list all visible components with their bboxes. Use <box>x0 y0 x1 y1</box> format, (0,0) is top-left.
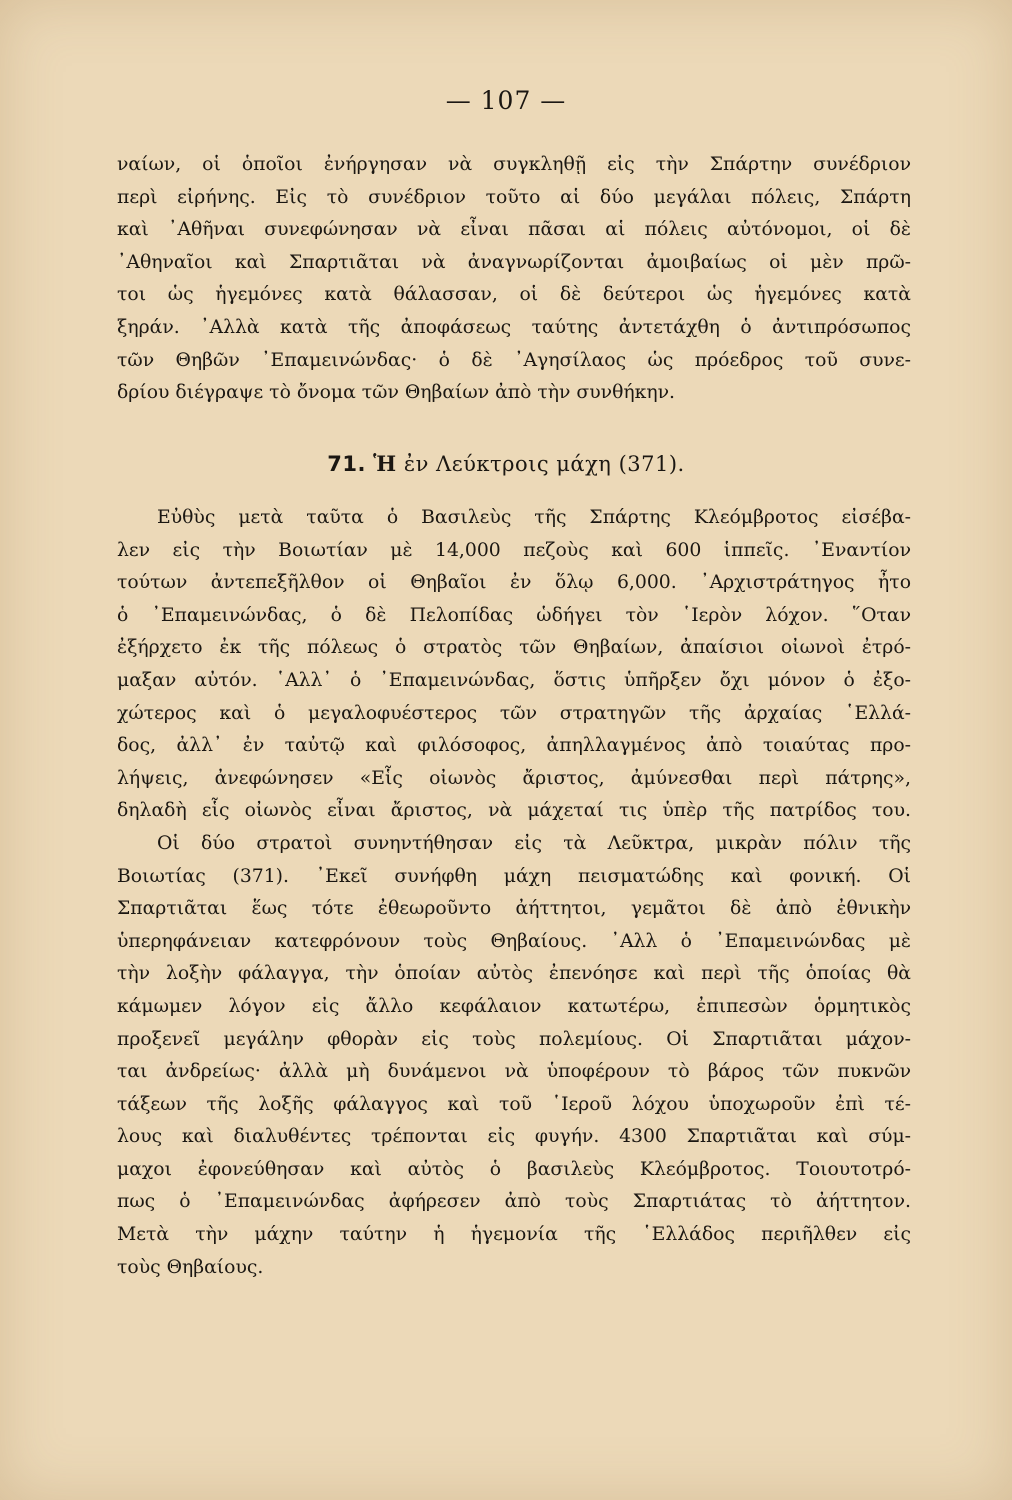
text-line: Βοιωτίας (371). ᾿Εκεῖ συνήφθη μάχη πεισματώδης καὶ φονική. Οἱ <box>117 865 911 887</box>
section-heading <box>0 451 1012 476</box>
paragraph-intro <box>117 149 911 410</box>
paragraph-invasion <box>117 502 911 828</box>
text-line: τῶν Θηβῶν ᾿Επαμεινώνδας· ὁ δὲ ᾿Αγησίλαος ὡς πρόεδρος τοῦ συνε- <box>117 349 911 371</box>
text-line: πως ὁ ᾿Επαμεινώνδας ἀφήρεσεν ἀπὸ τοὺς Σπαρτιάτας τὸ ἀήττητον. <box>117 1191 911 1213</box>
text-line: περὶ εἰρήνης. Εἰς τὸ συνέδριον τοῦτο αἱ δύο μεγάλαι πόλεις, Σπάρτη <box>117 186 911 208</box>
text-line: δος, ἀλλ᾿ ἐν ταὐτῷ καὶ φιλόσοφος, ἀπηλλαγμένος ἀπὸ τοιαύτας προ- <box>117 735 911 757</box>
text-line: Οἱ δύο στρατοὶ συνηντήθησαν εἰς τὰ Λεῦκτρα, μικρὰν πόλιν τῆς <box>157 832 911 854</box>
text-line: τάξεων τῆς λοξῆς φάλαγγος καὶ τοῦ ῾Ιεροῦ λόχου ὑποχωροῦν ἐπὶ τέ- <box>117 1093 911 1115</box>
text-line: δηλαδὴ εἷς οἰωνὸς εἶναι ἄριστος, νὰ μάχεταί τις ὑπὲρ τῆς πατρίδος του. <box>117 800 911 822</box>
text-line: μαχοι ἐφονεύθησαν καὶ αὐτὸς ὁ βασιλεὺς Κλεόμβροτος. Τοιουτοτρό- <box>117 1158 911 1180</box>
text-line: προξενεῖ μεγάλην φθορὰν εἰς τοὺς πολεμίους. Οἱ Σπαρτιᾶται μάχον- <box>117 1028 911 1050</box>
text-line: ναίων, οἱ ὁποῖοι ἐνήργησαν νὰ συγκληθῇ εἰς τὴν Σπάρτην συνέδριον <box>117 154 911 175</box>
text-line: κάμωμεν λόγον εἰς ἄλλο κεφάλαιον κατωτέρω, ἐπιπεσὼν ὁρμητικὸς <box>117 995 911 1017</box>
text-line: ἐξήρχετο ἐκ τῆς πόλεως ὁ στρατὸς τῶν Θηβαίων, ἀπαίσιοι οἰωνοὶ ἐτρό- <box>117 637 911 659</box>
paragraph-battle <box>117 828 911 1284</box>
text-line: χώτερος καὶ ὁ μεγαλοφυέστερος τῶν στρατηγῶν τῆς ἀρχαίας ῾Ελλά- <box>117 702 911 724</box>
text-line: μαξαν αὐτόν. ῾Αλλ᾿ ὁ ᾿Επαμεινώνδας, ὅστις ὑπῆρξεν ὄχι μόνον ὁ ἐξο- <box>117 669 911 691</box>
text-line: λεν εἰς τὴν Βοιωτίαν μὲ 14,000 πεζοὺς καὶ 600 ἱππεῖς. ᾿Εναντίον <box>117 539 911 561</box>
text-line: τὴν λοξὴν φάλαγγα, τὴν ὁποίαν αὐτὸς ἐπενόησε καὶ περὶ τῆς ὁποίας θὰ <box>117 963 911 985</box>
text-line: δρίου διέγραψε τὸ ὄνομα τῶν Θηβαίων ἀπὸ τὴν συνθήκην. <box>117 382 676 404</box>
text-line: ᾿Αθηναῖοι καὶ Σπαρτιᾶται νὰ ἀναγνωρίζονται ἀμοιβαίως οἱ μὲν πρῶ- <box>117 251 911 273</box>
text-line: τούτων ἀντεπεξῆλθον οἱ Θηβαῖοι ἐν ὅλῳ 6,000. ᾿Αρχιστράτηγος ἦτο <box>117 572 911 594</box>
section-number: 71. <box>327 452 366 476</box>
page-number: — 107 — <box>445 86 567 115</box>
section-title: ἐν Λεύκτροις μάχη (371). <box>396 452 685 476</box>
text-line: λήψεις, ἀνεφώνησεν «Εἷς οἰωνὸς ἄριστος, ἀμύνεσθαι περὶ πάτρης», <box>117 767 911 789</box>
section-body <box>117 502 911 1284</box>
text-line: λους καὶ διαλυθέντες τρέπονται εἰς φυγήν. 4300 Σπαρτιᾶται καὶ σύμ- <box>117 1126 911 1148</box>
text-line: τοὺς Θηβαίους. <box>117 1256 264 1278</box>
text-line: Εὐθὺς μετὰ ταῦτα ὁ Βασιλεὺς τῆς Σπάρτης Κλεόμβροτος εἰσέβα- <box>157 507 911 528</box>
section-title-article: Ἡ <box>373 451 397 476</box>
text-line: καὶ ᾿Αθῆναι συνεφώνησαν νὰ εἶναι πᾶσαι αἱ πόλεις αὐτόνομοι, οἱ δὲ <box>117 219 911 241</box>
text-line: ὁ ᾿Επαμεινώνδας, ὁ δὲ Πελοπίδας ὡδήγει τὸν ῾Ιερὸν λόχον. ῞Οταν <box>117 604 911 626</box>
text-line: ται ἀνδρείως· ἀλλὰ μὴ δυνάμενοι νὰ ὑποφέρουν τὸ βάρος τῶν πυκνῶν <box>117 1061 911 1083</box>
text-line: Σπαρτιᾶται ἕως τότε ἐθεωροῦντο ἀήττητοι, γεμᾶτοι δὲ ἀπὸ ἐθνικὴν <box>117 898 911 920</box>
text-line: ξηράν. ᾿Αλλὰ κατὰ τῆς ἀποφάσεως ταύτης ἀντετάχθη ὁ ἀντιπρόσωπος <box>117 316 911 338</box>
text-line: Μετὰ τὴν μάχην ταύτην ἡ ἡγεμονία τῆς ῾Ελλάδος περιῆλθεν εἰς <box>117 1224 911 1246</box>
text-line: ὑπερηφάνειαν κατεφρόνουν τοὺς Θηβαίους. ᾿Αλλ ὁ ᾿Επαμεινώνδας μὲ <box>117 930 911 952</box>
text-line: τοι ὡς ἡγεμόνες κατὰ θάλασσαν, οἱ δὲ δεύτεροι ὡς ἡγεμόνες κατὰ <box>117 284 911 306</box>
